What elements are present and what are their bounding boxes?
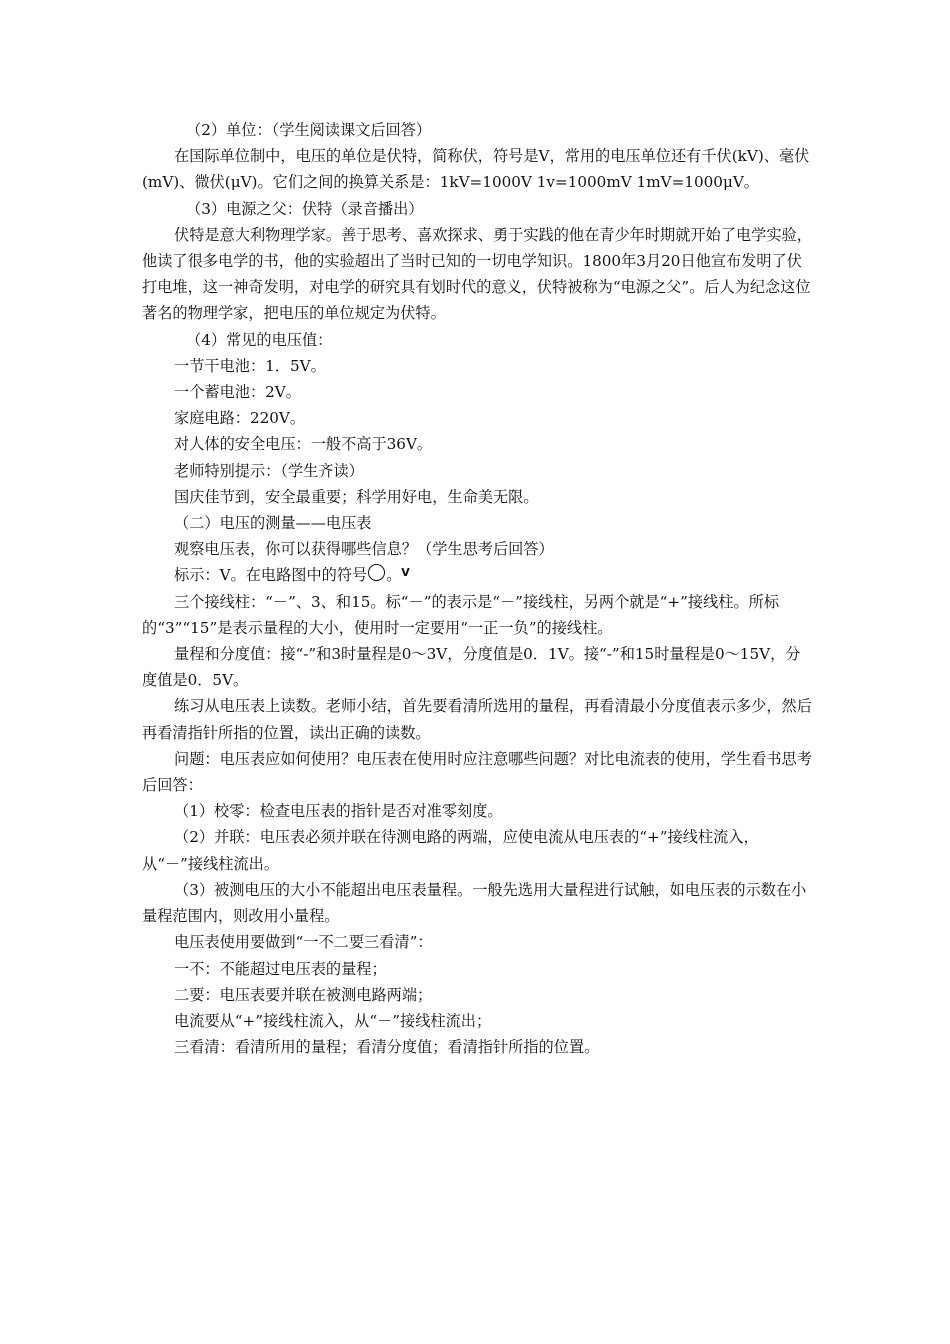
paragraph: 二要：电压表要并联在被测电路两端； [174, 985, 433, 1004]
paragraph: 三个接线柱：“－”、3、和15。标“－”的表示是“－”接线柱，另两个就是“+”接线柱。所标的“3”“15”是表示量程的大小，使用时一定要用“一正一负”的接线柱。 [142, 592, 780, 637]
voltmeter-symbol-icon: V [368, 564, 385, 581]
paragraph: （1）校零：检查电压表的指针是否对准零刻度。 [174, 802, 503, 821]
paragraph: 电流要从“+”接线柱流入，从“－”接线柱流出； [174, 1011, 492, 1030]
symbol-line-text-before: 标示：V。在电路图中的符号 [174, 566, 368, 585]
voltmeter-symbol-paragraph [142, 562, 814, 588]
paragraph: 家庭电路：220V。 [174, 409, 306, 428]
paragraph: （4）常见的电压值： [186, 330, 333, 349]
paragraph: （3）被测电压的大小不能超出电压表量程。一般先选用大量程进行试触，如电压表的示数在小量程范围内，则改用小量程。 [142, 880, 807, 926]
paragraph: 问题：电压表应如何使用？电压表在使用时应注意哪些问题？对比电流表的使用，学生看书思考后回答： [142, 749, 812, 795]
paragraph: 国庆佳节到，安全最重要；科学用好电，生命美无限。 [174, 487, 539, 506]
paragraph: （2）并联：电压表必须并联在待测电路的两端，应使电流从电压表的“+”接线柱流入，从“－”接线柱流出。 [142, 828, 759, 873]
paragraph: （3）电源之父：伏特（录音播出） [186, 199, 424, 218]
symbol-line-text-after: 。 [386, 566, 402, 585]
paragraph: 量程和分度值：接“-”和3时量程是0～3V，分度值是0．1V。接“-”和15时量程是0～15V，分度值是0．5V。 [142, 645, 801, 690]
paragraph: 一节干电池：1．5V。 [174, 356, 326, 375]
paragraph: 在国际单位制中，电压的单位是伏特，简称伏，符号是V，常用的电压单位还有千伏(kV)、毫伏(mV)、微伏(μV)。它们之间的换算关系是：1kV=1000V 1v=1000mV 1mV=1000μV。 [142, 147, 810, 192]
paragraph: （二）电压的测量——电压表 [174, 514, 372, 533]
document-body [142, 117, 814, 1060]
paragraph: （2）单位：（学生阅读课文后回答） [186, 121, 432, 139]
paragraph: 对人体的安全电压：一般不高于36V。 [174, 435, 433, 454]
paragraph: 一不：不能超过电压表的量程； [174, 959, 387, 978]
paragraph: 一个蓄电池：2V。 [174, 383, 301, 402]
paragraph: 电压表使用要做到“一不二要三看清”： [174, 933, 433, 952]
paragraph: 老师特别提示：（学生齐读） [174, 461, 364, 480]
paragraph: 伏特是意大利物理学家。善于思考、喜欢探求、勇于实践的他在青少年时期就开始了电学实验，他读了很多电学的书，他的实验超出了当时已知的一切电学知识。1800年3月20日他宣布发明了伏打电堆，这一神奇发明，对电学的研究具有划时代的意义，伏特被称为“电源之父”。后人为纪念这位著名的物理学家，把电压的单位规定为伏特。 [142, 225, 812, 323]
paragraph: 三看清：看清所用的量程；看清分度值；看清指针所指的位置。 [174, 1038, 600, 1057]
paragraph: 观察电压表，你可以获得哪些信息？（学生思考后回答） [174, 540, 554, 559]
paragraph: 练习从电压表上读数。老师小结，首先要看清所选用的量程，再看清最小分度值表示多少，然后再看清指针所指的位置，读出正确的读数。 [142, 697, 812, 742]
